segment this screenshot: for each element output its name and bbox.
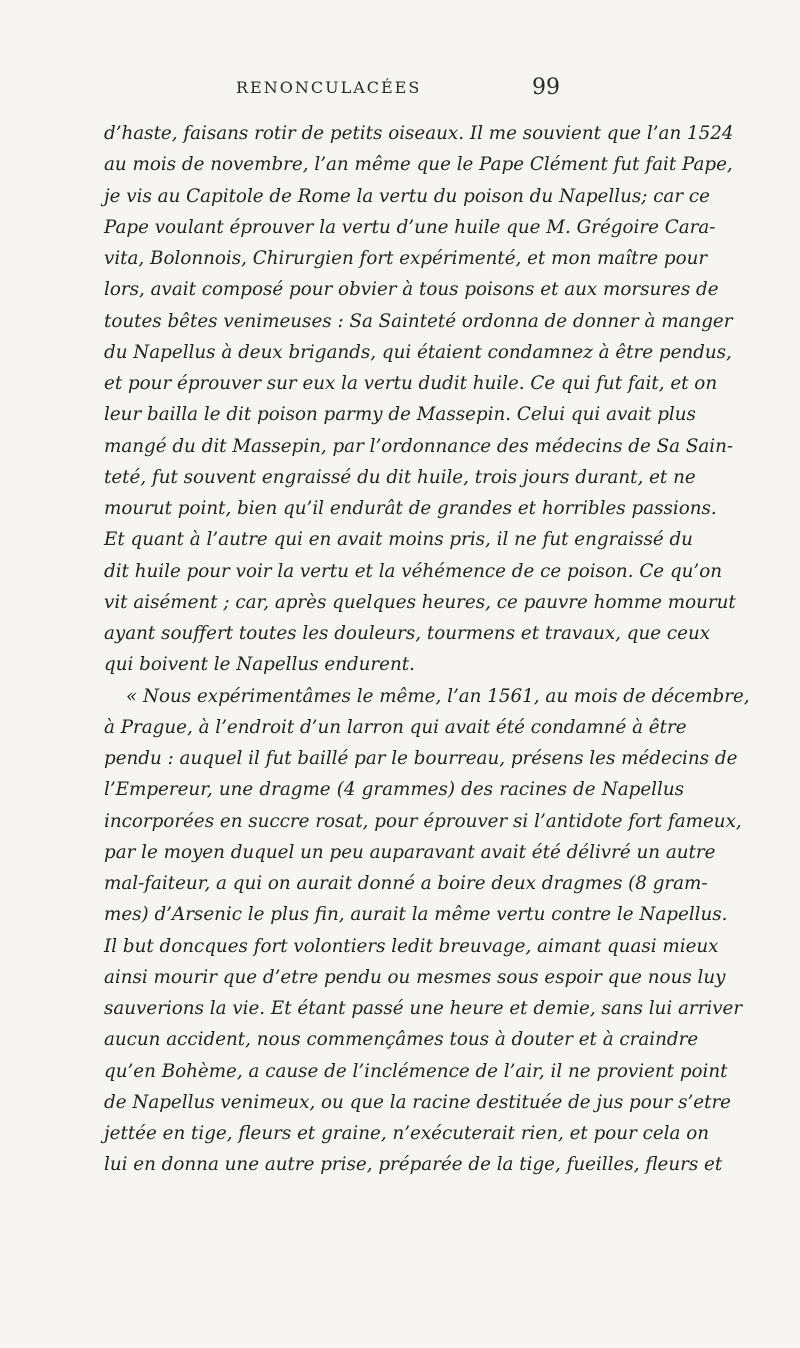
text-line: mes) d’Arsenic le plus fin, aurait la même vertu contre le Napellus.: [104, 904, 728, 926]
running-title: RENONCULACÉES: [236, 78, 422, 97]
text-line: Et quant à l’autre qui en avait moins pris, il ne fut engraissé du: [104, 529, 693, 551]
text-line: Pape voulant éprouver la vertu d’une huile que M. Grégoire Cara-: [104, 216, 716, 238]
text-line: lors, avait composé pour obvier à tous poisons et aux morsures de: [104, 279, 719, 301]
body-text: [104, 118, 750, 1181]
text-line: l’Empereur, une dragme (4 grammes) des racines de Napellus: [104, 779, 684, 801]
text-line: de Napellus venimeux, ou que la racine destituée de jus pour s’etre: [104, 1091, 731, 1113]
text-line: qui boivent le Napellus endurent.: [104, 654, 415, 676]
text-line: je vis au Capitole de Rome la vertu du poison du Napellus; car ce: [104, 185, 710, 207]
text-line: et pour éprouver sur eux la vertu dudit huile. Ce qui fut fait, et on: [104, 373, 718, 394]
text-line: incorporées en succre rosat, pour éprouver si l’antidote fort fameux,: [104, 810, 742, 832]
paragraph-1: [104, 118, 736, 681]
text-line: aucun accident, nous commençâmes tous à douter et à craindre: [104, 1029, 699, 1051]
text-line: vita, Bolonnois, Chirurgien fort expérimenté, et mon maître pour: [104, 248, 708, 269]
text-line: sauverions la vie. Et étant passé une heure et demie, sans lui arriver: [104, 998, 743, 1019]
text-line: pendu : auquel il fut baillé par le bourreau, présens les médecins de: [104, 748, 738, 769]
text-line: jettée en tige, fleurs et graine, n’exécuterait rien, et pour cela on: [104, 1123, 710, 1144]
text-line: du Napellus à deux brigands, qui étaient condamnez à être pendus,: [104, 341, 732, 363]
page-number: 99: [532, 75, 560, 100]
text-line: vit aisément ; car, après quelques heures, ce pauvre homme mourut: [104, 591, 736, 613]
text-line: à Prague, à l’endroit d’un larron qui avait été condamné à être: [104, 716, 687, 738]
text-line: « Nous expérimentâmes le même, l’an 1561, au mois de décembre,: [126, 685, 750, 707]
text-line: ainsi mourir que d’etre pendu ou mesmes sous espoir que nous luy: [104, 966, 726, 988]
text-line: qu’en Bohème, a cause de l’inclémence de l’air, il ne provient point: [104, 1060, 728, 1082]
text-line: dit huile pour voir la vertu et la véhémence de ce poison. Ce qu’on: [104, 560, 723, 582]
text-line: ayant souffert toutes les douleurs, tourmens et travaux, que ceux: [104, 623, 711, 644]
text-line: Il but doncques fort volontiers ledit breuvage, aimant quasi mieux: [104, 935, 719, 957]
text-line: leur bailla le dit poison parmy de Massepin. Celui qui avait plus: [104, 404, 696, 426]
text-line: mal-faiteur, a qui on aurait donné a boire deux dragmes (8 gram-: [104, 873, 708, 894]
text-line: teté, fut souvent engraissé du dit huile, trois jours durant, et ne: [104, 466, 696, 488]
running-head: [236, 75, 636, 108]
text-line: mourut point, bien qu’il endurât de grandes et horribles passions.: [104, 498, 717, 519]
text-line: au mois de novembre, l’an même que le Pape Clément fut fait Pape,: [104, 154, 733, 176]
text-line: lui en donna une autre prise, préparée de la tige, fueilles, fleurs et: [104, 1154, 723, 1176]
text-line: par le moyen duquel un peu auparavant avait été délivré un autre: [104, 841, 716, 863]
text-line: mangé du dit Massepin, par l’ordonnance des médecins de Sa Sain-: [104, 435, 734, 457]
paragraph-2: [104, 681, 750, 1181]
text-line: toutes bêtes venimeuses : Sa Sainteté ordonna de donner à manger: [104, 310, 733, 332]
text-line: d’haste, faisans rotir de petits oiseaux. Il me souvient que l’an 1524: [104, 123, 734, 144]
